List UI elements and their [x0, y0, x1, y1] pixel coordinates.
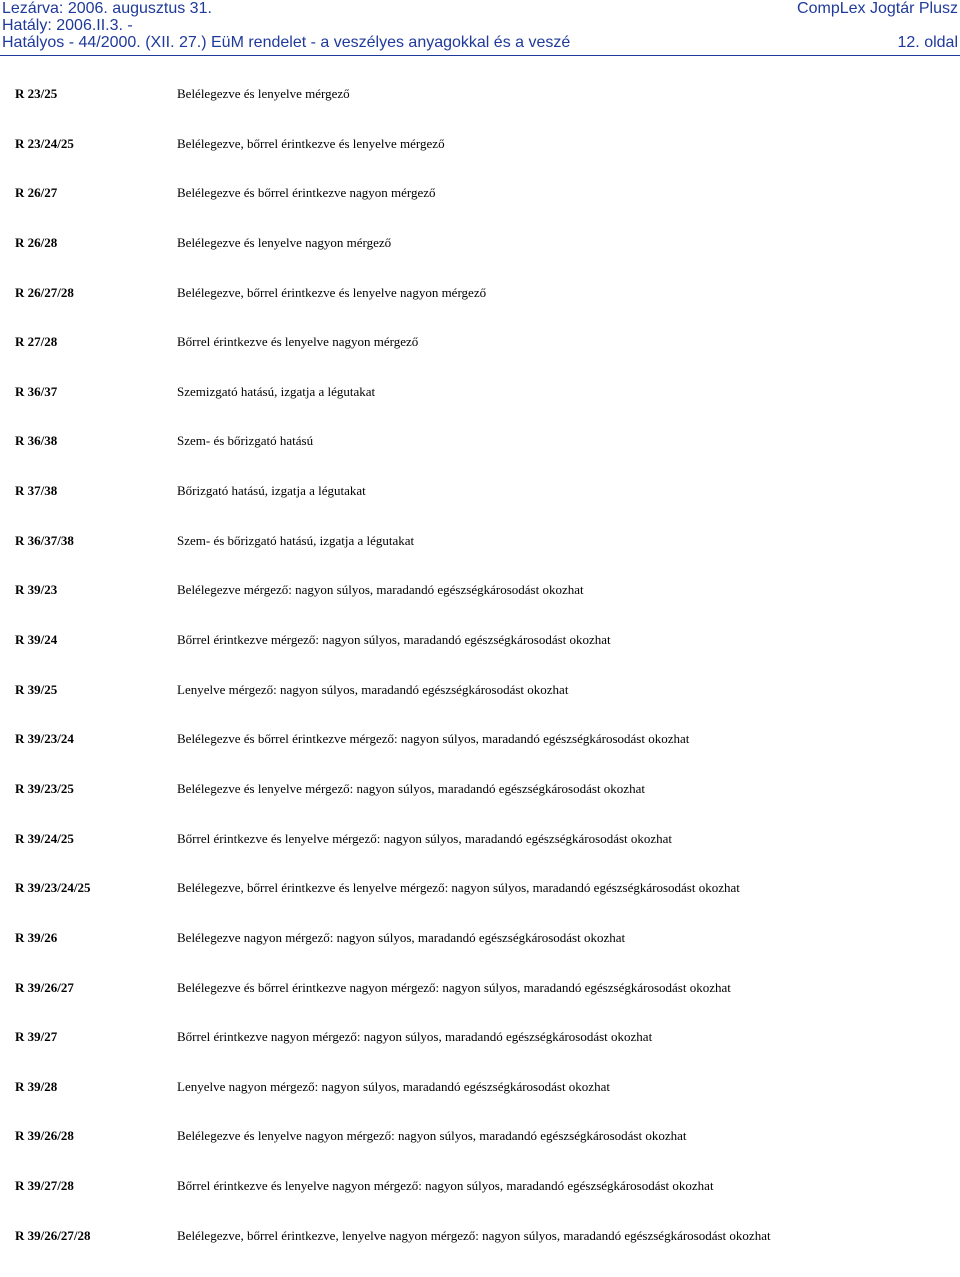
r-phrase-code: R 39/24: [15, 632, 58, 648]
r-phrase-description: Szem- és bőrizgató hatású, izgatja a légutakat: [177, 532, 415, 548]
r-phrase-description: Belélegezve és bőrrel érintkezve nagyon mérgező: [177, 185, 436, 201]
r-phrase-description: Bőrrel érintkezve nagyon mérgező: nagyon súlyos, maradandó egészségkárosodást okozhat: [177, 1029, 653, 1045]
list-item: [0, 483, 960, 533]
r-phrase-description: Belélegezve és lenyelve nagyon mérgező: nagyon súlyos, maradandó egészségkárosodást okozhat: [177, 1128, 687, 1144]
header-divider: [0, 55, 960, 56]
page-number: 12. oldal: [897, 34, 958, 51]
r-phrase-description: Bőrrel érintkezve és lenyelve mérgező: nagyon súlyos, maradandó egészségkárosodást okozhat: [177, 830, 673, 846]
r-phrase-code: R 39/26/27/28: [15, 1227, 91, 1243]
r-phrase-description: Bőrrel érintkezve mérgező: nagyon súlyos, maradandó egészségkárosodást okozhat: [177, 632, 611, 648]
list-item: [0, 136, 960, 186]
r-phrase-code: R 27/28: [15, 334, 58, 350]
r-phrase-code: R 39/26: [15, 929, 58, 945]
r-phrase-description: Belélegezve, bőrrel érintkezve és lenyelve mérgező: [177, 135, 445, 151]
list-item: [0, 86, 960, 136]
r-phrase-code: R 39/27/28: [15, 1178, 74, 1194]
r-phrase-code: R 39/25: [15, 681, 58, 697]
r-phrase-description: Lenyelve nagyon mérgező: nagyon súlyos, maradandó egészségkárosodást okozhat: [177, 1078, 610, 1094]
list-item: [0, 1128, 960, 1178]
r-phrase-description: Szemizgató hatású, izgatja a légutakat: [177, 383, 376, 399]
r-phrase-code: R 23/24/25: [15, 135, 74, 151]
r-phrase-description: Belélegezve és bőrrel érintkezve mérgező: nagyon súlyos, maradandó egészségkárosodást okozhat: [177, 731, 690, 747]
list-item: [0, 682, 960, 732]
r-phrase-code: R 37/38: [15, 483, 58, 499]
r-phrase-code: R 26/27/28: [15, 284, 74, 300]
list-item: [0, 880, 960, 930]
r-phrase-description: Bőrrel érintkezve és lenyelve nagyon mérgező: nagyon súlyos, maradandó egészségkárosodást okozhat: [177, 1178, 714, 1194]
r-phrase-code: R 36/37: [15, 383, 58, 399]
r-phrase-code: R 39/23/24/25: [15, 880, 91, 896]
list-item: [0, 235, 960, 285]
r-phrase-code: R 39/23/25: [15, 780, 74, 796]
list-item: [0, 731, 960, 781]
r-phrase-description: Bőrizgató hatású, izgatja a légutakat: [177, 483, 366, 499]
list-item: [0, 582, 960, 632]
r-phrase-code: R 39/23: [15, 582, 58, 598]
r-phrase-code: R 39/27: [15, 1029, 58, 1045]
list-item: [0, 384, 960, 434]
r-phrase-code: R 36/38: [15, 433, 58, 449]
list-item: [0, 334, 960, 384]
list-item: [0, 632, 960, 682]
r-phrase-description: Belélegezve és lenyelve mérgező: nagyon súlyos, maradandó egészségkárosodást okozhat: [177, 780, 645, 796]
list-item: [0, 185, 960, 235]
r-phrase-description: Belélegezve és bőrrel érintkezve nagyon mérgező: nagyon súlyos, maradandó egészségkárosodást okozhat: [177, 979, 731, 995]
closing-date: Lezárva: 2006. augusztus 31.: [2, 0, 212, 17]
list-item: [0, 980, 960, 1030]
r-phrase-code: R 39/24/25: [15, 830, 74, 846]
r-phrase-code: R 39/28: [15, 1078, 58, 1094]
list-item: [0, 285, 960, 335]
r-phrase-description: Lenyelve mérgező: nagyon súlyos, maradandó egészségkárosodást okozhat: [177, 681, 569, 697]
list-item: [0, 433, 960, 483]
r-phrase-description: Belélegezve, bőrrel érintkezve és lenyelve mérgező: nagyon súlyos, maradandó egészségkárosodást okozhat: [177, 880, 740, 896]
r-phrase-description: Belélegezve nagyon mérgező: nagyon súlyos, maradandó egészségkárosodást okozhat: [177, 929, 626, 945]
document-title: Hatályos - 44/2000. (XII. 27.) EüM rendelet - a veszélyes anyagokkal és a veszé: [2, 34, 571, 51]
r-phrase-code: R 23/25: [15, 86, 58, 101]
r-phrase-code: R 39/26/27: [15, 979, 74, 995]
product-name: CompLex Jogtár Plusz: [797, 0, 958, 17]
list-item: [0, 533, 960, 583]
list-item: [0, 1228, 960, 1277]
r-phrase-description: Belélegezve és lenyelve mérgező: [177, 86, 350, 101]
r-phrase-description: Belélegezve és lenyelve nagyon mérgező: [177, 234, 392, 250]
r-phrase-code: R 26/27: [15, 185, 58, 201]
r-phrase-description: Belélegezve mérgező: nagyon súlyos, maradandó egészségkárosodást okozhat: [177, 582, 584, 598]
list-item: [0, 781, 960, 831]
r-phrase-description: Bőrrel érintkezve és lenyelve nagyon mérgező: [177, 334, 419, 350]
page-header: [0, 0, 960, 58]
r-phrase-list: [0, 86, 960, 1277]
r-phrase-code: R 36/37/38: [15, 532, 74, 548]
r-phrase-description: Szem- és bőrizgató hatású: [177, 433, 314, 449]
r-phrase-description: Belélegezve, bőrrel érintkezve és lenyelve nagyon mérgező: [177, 284, 487, 300]
r-phrase-description: Belélegezve, bőrrel érintkezve, lenyelve nagyon mérgező: nagyon súlyos, maradandó egészségkárosodást okozhat: [177, 1227, 771, 1243]
list-item: [0, 1029, 960, 1079]
list-item: [0, 930, 960, 980]
effective-date: Hatály: 2006.II.3. -: [2, 17, 133, 34]
list-item: [0, 1079, 960, 1129]
r-phrase-code: R 26/28: [15, 234, 58, 250]
r-phrase-code: R 39/23/24: [15, 731, 74, 747]
list-item: [0, 1178, 960, 1228]
list-item: [0, 831, 960, 881]
r-phrase-code: R 39/26/28: [15, 1128, 74, 1144]
